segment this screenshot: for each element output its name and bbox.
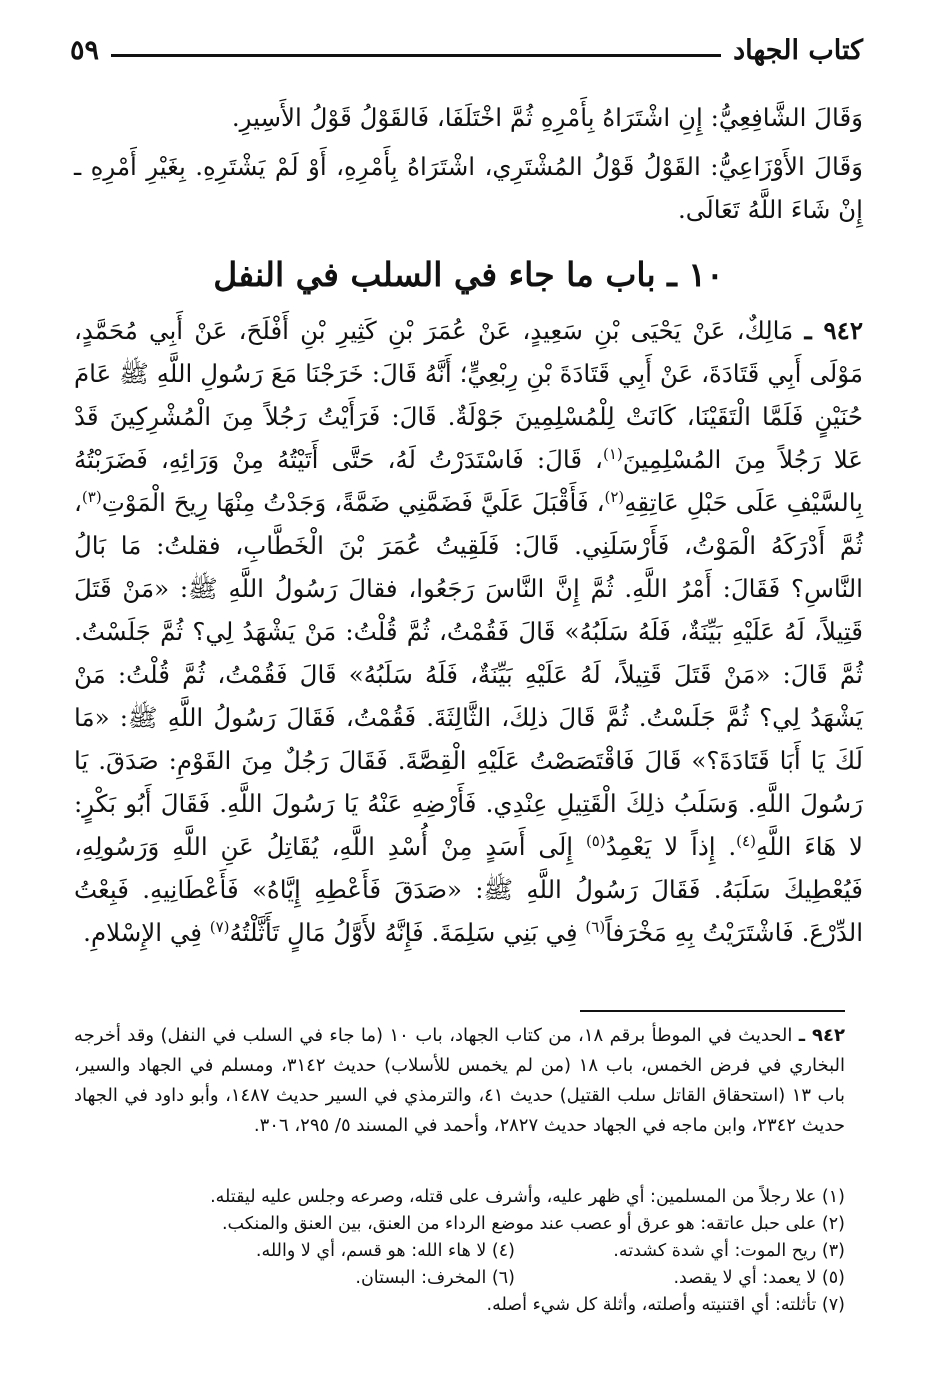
running-header xyxy=(70,26,863,66)
hadith-text-2: ، قَالَ: فَاسْتَدَرْتُ لَهُ، حَتَّى أَتَيْتُهُ مِنْ وَرَائِهِ، فَضَرَبْتُهُ بِالسَّيْفِ عَلَى حَبْلِ عَاتِقِهِ xyxy=(74,445,863,517)
footnote-marker-4: (٤) xyxy=(736,831,756,850)
hadith-paragraph xyxy=(74,309,863,954)
footnote-marker-5: (٥) xyxy=(585,831,606,850)
awzai-opinion: وَقَالَ الأَوْزَاعِيُّ: القَوْلُ قَوْلُ المُشْتَرِي، اشْتَرَاهُ بِأَمْرِهِ، أَوْ لَمْ يَشْتَرِهِ. بِغَيْرِ أَمْرِهِ ـ إِنْ شَاءَ اللَّهُ تَعَالَى. xyxy=(74,152,863,224)
hadith-text-7: فِي بَنِي سَلِمَةَ. فَإِنَّهُ لأَوَّلُ مَالٍ تَأَثَّلْتُهُ xyxy=(229,918,586,947)
footnote-row-5-6 xyxy=(74,1265,845,1292)
main-text xyxy=(74,96,863,954)
footnote-marker-7: (٧) xyxy=(209,917,230,936)
hadith-text-3: ، فَأَقْبَلَ عَلَيَّ فَضَمَّنِي ضَمَّةً، وَجَدْتُ مِنْهَا رِيحَ الْمَوْتِ xyxy=(101,488,605,517)
footnote-1: (١) علا رجلاً من المسلمين: أي ظهر عليه، وأشرف على قتله، وصرعه وجلس عليه ليقتله. xyxy=(210,1187,845,1207)
footnote-3: (٣) ريح الموت: أي شدة كشدته. xyxy=(613,1241,845,1261)
footnote-marker-2: (٢) xyxy=(604,487,625,506)
page-number: ٥٩ xyxy=(70,35,100,66)
hadith-text-5: . إِذاً لا يَعْمِدُ xyxy=(605,832,737,861)
footnote-7: (٧) تأثلته: أي اقتنيته وأصلته، وأثلة كل شيء أصله. xyxy=(486,1295,845,1315)
hadith-text-1: مَالِكٌ، عَنْ يَحْيَى بْنِ سَعِيدٍ، عَنْ عُمَرَ بْنِ كَثِيرِ بْنِ أَفْلَحَ، عَنْ أَبِي مُحَمَّدٍ، مَوْلَى أَبِي قَتَادَةَ، عَنْ أَبِي قَتَادَةَ بْنِ رِبْعِيٍّ؛ أَنَّهُ قَالَ: خَرَجْنَا مَعَ رَسُولِ اللَّهِ ﷺ عَامَ حُنَيْنٍ فَلَمَّا الْتَقَيْنَا، كَانَتْ لِلْمُسْلِمِينَ جَوْلَةٌ. قَالَ: فَرَأَيْتُ رَجُلاً مِنَ الْمُشْرِكِينَ قَدْ عَلا رَجُلاً مِنَ المُسْلِمِينَ xyxy=(74,316,863,474)
footnote-marker-6: (٦) xyxy=(585,917,606,936)
hadith-number: ٩٤٢ ـ xyxy=(804,316,863,345)
footnote-5: (٥) لا يعمد: أي لا يقصد. xyxy=(673,1268,845,1288)
header-rule xyxy=(111,54,721,57)
footnote-4: (٤) لا هاء الله: هو قسم، أي لا والله. xyxy=(255,1241,515,1261)
reference-text: الحديث في الموطأ برقم ١٨، من كتاب الجهاد، باب ١٠ (ما جاء في السلب في النفل) وقد أخرجه البخاري في فرض الخمس، باب ١٨ (من لم يخمس للأسلاب) حديث ٣١٤٢، ومسلم في الجهاد والسير، باب ١٣ (استحقاق القاتل سلب القتيل) حديث ٤١، والترمذي في السير حديث ١٤٨٧، وأبو داود في الجهاد حديث ٢٣٤٢، وابن ماجه في الجهاد حديث ٢٨٢٧، وأحمد في المسند ٥/ ٢٩٥، ٣٠٦. xyxy=(74,1025,845,1136)
footnote-marker-1: (١) xyxy=(602,444,623,463)
footnote-2: (٢) على حبل عاتقه: هو عرق أو عصب عند موضع الرداء من العنق، بين العنق والمنكب. xyxy=(221,1214,845,1234)
footnote-separator xyxy=(580,1010,845,1012)
footnote-marker-3: (٣) xyxy=(81,487,102,506)
footnote-list xyxy=(74,1184,845,1319)
reference-number: ٩٤٢ ـ xyxy=(798,1025,846,1046)
hadith-text-4: ، ثُمَّ أَدْرَكَهُ الْمَوْتُ، فَأَرْسَلَنِي. قَالَ: فَلَقِيتُ عُمَرَ بْنَ الْخَطَّابِ، فقلتُ: مَا بَالُ النَّاسِ؟ فَقَالَ: أَمْرُ اللَّهِ. ثُمَّ إِنَّ النَّاسَ رَجَعُوا، فقالَ رَسُولُ اللَّهِ ﷺ: «مَنْ قَتَلَ قَتِيلاً، لَهُ عَلَيْهِ بَيِّنَةٌ، فَلَهُ سَلَبُهُ» قَالَ فَقُمْتُ، ثُمَّ قُلْتُ: مَنْ يَشْهَدُ لِي؟ ثُمَّ جَلَسْتُ. ثُمَّ قَالَ: «مَنْ قَتَلَ قَتِيلاً، لَهُ عَلَيْهِ بَيِّنَةٌ، فَلَهُ سَلَبُهُ» قَالَ فَقُمْتُ، ثُمَّ قُلْتُ: مَنْ يَشْهَدُ لِي؟ ثُمَّ جَلَسْتُ. ثُمَّ قَالَ ذلِكَ، الثَّالِثَةَ. فَقُمْتُ، فَقَالَ رَسُولُ اللَّهِ ﷺ: «مَا لَكَ يَا أَبَا قَتَادَةَ؟» قَالَ فَاقْتَصَصْتُ عَلَيْهِ الْقِصَّةَ. فَقَالَ رَجُلٌ مِنَ القَوْمِ: صَدَقَ. يَا رَسُولَ اللَّهِ. وَسَلَبُ ذلِكَ الْقَتِيلِ عِنْدِي. فَأَرْضِهِ عَنْهُ يَا رَسُولَ اللَّهِ. فَقَالَ أَبُو بَكْرٍ: لا هَاءَ اللَّهِ xyxy=(74,488,863,861)
footnote-6: (٦) المخرف: البستان. xyxy=(355,1268,515,1288)
chapter-heading: ١٠ ـ باب ما جاء في السلب في النفل xyxy=(213,255,724,294)
footnote-row-3-4 xyxy=(74,1238,845,1265)
book-title: كتاب الجهاد xyxy=(733,35,863,66)
hadith-text-6: إِلَى أَسَدٍ مِنْ أُسْدِ اللَّهِ، يُقَاتِلُ عَنِ اللَّهِ وَرَسُولِهِ، فَيُعْطِيكَ سَلَبَهُ. فَقَالَ رَسُولُ اللَّهِ ﷺ: «صَدَقَ فَأَعْطِهِ إِيَّاهُ» فَأَعْطَانِيهِ. فَبِعْتُ الدِّرْعَ. فَاشْتَرَيْتُ بِهِ مَخْرَفاً xyxy=(74,832,863,947)
hadith-reference-note xyxy=(74,1021,845,1141)
hadith-text-8: فِي الإِسْلامِ. xyxy=(83,918,210,947)
shafii-opinion: وَقَالَ الشَّافِعِيُّ: إِنِ اشْتَرَاهُ بِأَمْرِهِ ثُمَّ اخْتَلَفَا، فَالقَوْلُ قَوْلُ الأَسِيرِ. xyxy=(231,103,863,132)
